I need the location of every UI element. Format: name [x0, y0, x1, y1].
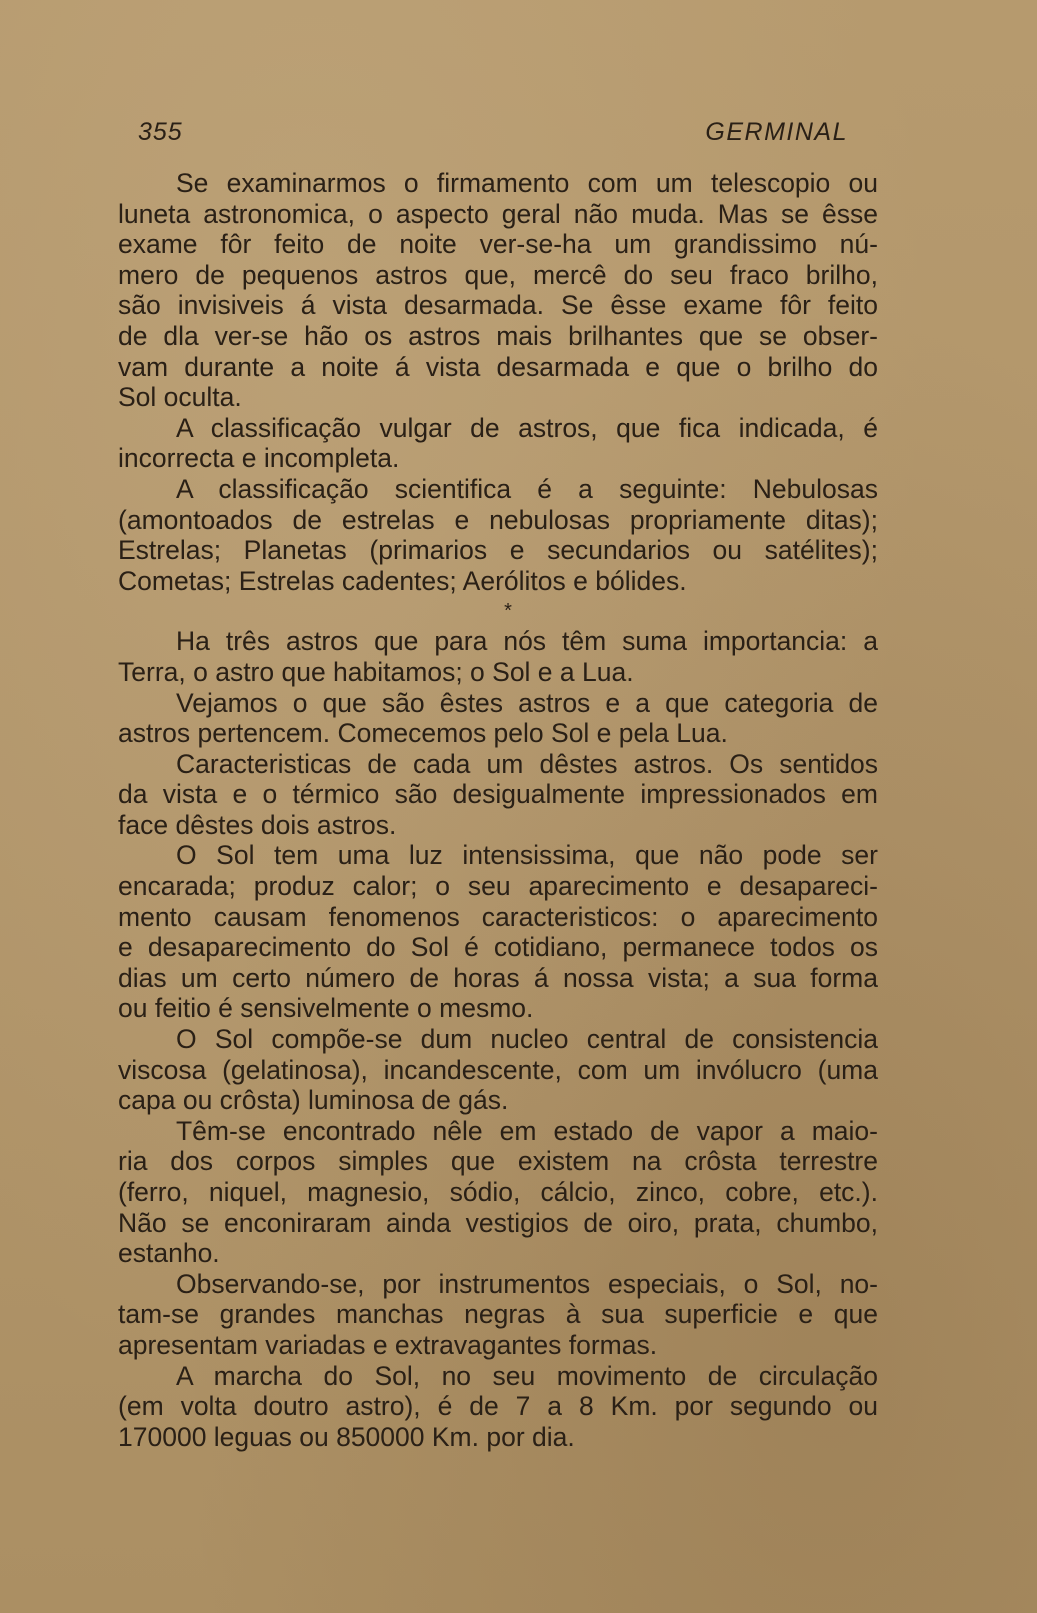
text-line: e desaparecimento do Sol é cotidiano, permanece todos os: [118, 932, 878, 963]
text-line: Terra, o astro que habitamos; o Sol e a Lua.: [118, 656, 634, 687]
text-line: Caracteristicas de cada um dêstes astros. Os sentidos: [176, 748, 878, 779]
text-line: face dêstes dois astros.: [118, 809, 397, 840]
text-line: luneta astronomica, o aspecto geral não muda. Mas se êsse: [118, 198, 878, 229]
body-text: [118, 168, 878, 1452]
text-line: Cometas; Estrelas cadentes; Aerólitos e bólides.: [118, 565, 687, 596]
page-number: 355: [138, 118, 183, 146]
text-line: da vista e o térmico são desigualmente impressionados em: [118, 779, 878, 810]
text-line: vam durante a noite á vista desarmada e que o brilho do: [118, 351, 878, 382]
text-line: mero de pequenos astros que, mercê do seu fraco brilho,: [118, 259, 878, 290]
text-line: Ha três astros que para nós têm suma importancia: a: [176, 626, 878, 657]
text-line: ria dos corpos simples que existem na crôsta terrestre: [118, 1146, 878, 1177]
text-line: incorrecta e incompleta.: [118, 443, 400, 474]
text-line: 170000 leguas ou 850000 Km. por dia.: [118, 1421, 575, 1452]
page-header: [138, 112, 848, 152]
text-line: mento causam fenomenos caracteristicos: o aparecimento: [118, 901, 878, 932]
text-line: encarada; produz calor; o seu aparecimento e desapareci-: [118, 871, 878, 902]
text-line: viscosa (gelatinosa), incandescente, com um invólucro (uma: [118, 1054, 878, 1085]
text-line: (ferro, niquel, magnesio, sódio, cálcio, zinco, cobre, etc.).: [118, 1177, 878, 1207]
text-line: O Sol tem uma luz intensissima, que não pode ser: [176, 840, 878, 871]
text-line: A classificação vulgar de astros, que fica indicada, é: [176, 412, 878, 443]
text-line: apresentam variadas e extravagantes formas.: [118, 1329, 658, 1360]
text-line: astros pertencem. Comecemos pelo Sol e pela Lua.: [118, 718, 728, 749]
text-line: estanho.: [118, 1238, 220, 1269]
text-line: Se examinarmos o firmamento com um telescopio ou: [176, 168, 878, 198]
text-line: Sol oculta.: [118, 382, 242, 413]
text-line: de dla ver-se hão os astros mais brilhantes que se obser-: [118, 320, 878, 351]
text-line: Não se enconiraram ainda vestigios de oiro, prata, chumbo,: [118, 1207, 878, 1238]
running-title: GERMINAL: [705, 118, 848, 146]
text-line: ou feitio é sensivelmente o mesmo.: [118, 993, 534, 1024]
text-line: A classificação scientifica é a seguinte: Nebulosas: [176, 473, 878, 504]
text-line: A marcha do Sol, no seu movimento de circulação: [176, 1360, 878, 1391]
text-line: O Sol compõe-se dum nucleo central de consistencia: [176, 1024, 878, 1055]
text-line: (em volta doutro astro), é de 7 a 8 Km. por segundo ou: [118, 1391, 878, 1422]
text-line: dias um certo número de horas á nossa vista; a sua forma: [118, 962, 878, 993]
text-line: capa ou crôsta) luminosa de gás.: [118, 1085, 509, 1116]
text-line: exame fôr feito de noite ver-se-ha um grandissimo nú-: [118, 229, 878, 260]
text-line: (amontoados de estrelas e nebulosas propriamente ditas);: [118, 504, 878, 535]
text-line: Observando-se, por instrumentos especiais, o Sol, no-: [176, 1268, 878, 1299]
section-separator: *: [504, 600, 512, 623]
text-line: Vejamos o que são êstes astros e a que categoria de: [176, 687, 878, 718]
text-line: são invisiveis á vista desarmada. Se êsse exame fôr feito: [118, 290, 878, 321]
text-line: tam-se grandes manchas negras à sua superficie e que: [118, 1299, 878, 1330]
text-line: Estrelas; Planetas (primarios e secundarios ou satélites);: [118, 535, 878, 566]
text-line: Têm-se encontrado nêle em estado de vapor a maio-: [176, 1115, 878, 1146]
